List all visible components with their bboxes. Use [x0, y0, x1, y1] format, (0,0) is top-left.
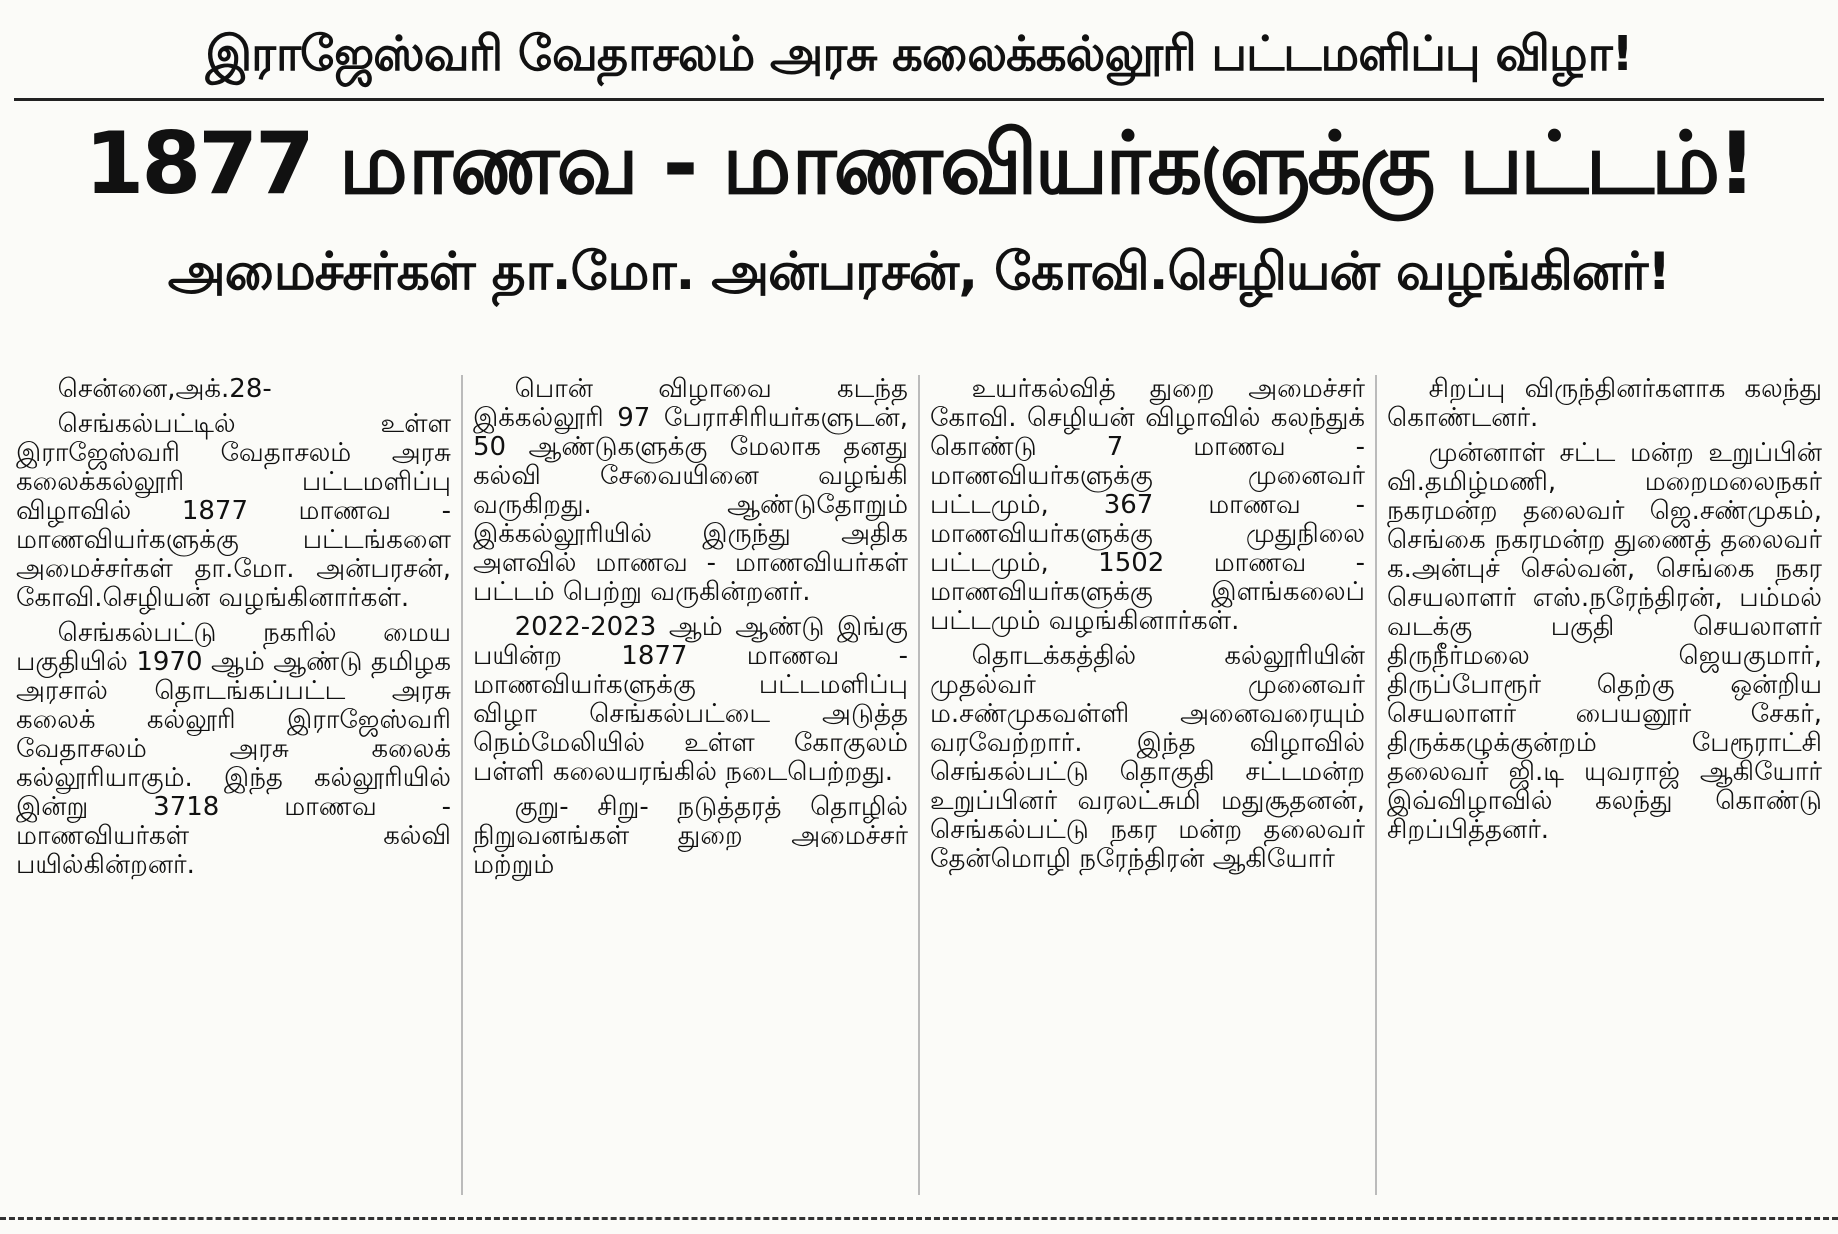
paragraph: பொன் விழாவை கடந்த இக்கல்லூரி 97 பேராசிரியர்களுடன், 50 ஆண்டுகளுக்கு மேலாக தனது கல்வி சேவையினை வழங்கி வருகிறது. ஆண்டுதோறும் இக்கல்லூரியில் இருந்து அதிக அளவில் மாணவ - மாணவியர்கள் பட்டம் பெற்று வருகின்றனர். [473, 375, 908, 607]
paragraph: தொடக்கத்தில் கல்லூரியின் முதல்வர் முனைவர் ம.சண்முகவள்ளி அனைவரையும் வரவேற்றார். இந்த விழாவில் செங்கல்பட்டு தொகுதி சட்டமன்ற உறுப்பினர் வரலட்சுமி மதுசூதனன், செங்கல்பட்டு நகர மன்ற தலைவர் தேன்மொழி நரேந்திரன் ஆகியோர் [930, 641, 1365, 874]
sub-headline: அமைச்சர்கள் தா.மோ. அன்பரசன், கோவி.செழியன் வழங்கினர்! [167, 242, 1671, 302]
paragraph: 2022-2023 ஆம் ஆண்டு இங்கு பயின்ற 1877 மாணவ - மாணவியர்களுக்கு பட்டமளிப்பு விழா செங்கல்பட்டை அடுத்த நெம்மேலியில் உள்ள கோகுலம் பள்ளி கலையரங்கில் நடைபெற்றது. [473, 612, 908, 787]
paragraph: குறு- சிறு- நடுத்தரத் தொழில் நிறுவனங்கள் துறை அமைச்சர் மற்றும் [473, 792, 908, 880]
main-headline: 1877 மாணவ - மாணவியர்களுக்கு பட்டம்! [84, 114, 1754, 214]
dateline: சென்னை,அக்.28- [57, 375, 272, 404]
kicker-headline: இராஜேஸ்வரி வேதாசலம் அரசு கலைக்கல்லூரி பட்டமளிப்பு விழா! [205, 26, 1633, 82]
paragraph: சிறப்பு விருந்தினர்களாக கலந்து கொண்டனர். [1387, 375, 1822, 433]
column-4 [1375, 375, 1832, 1195]
column-1 [6, 375, 461, 1195]
paragraph: முன்னாள் சட்ட மன்ற உறுப்பின் வி.தமிழ்மணி, மறைமலைநகர் நகரமன்ற தலைவர் ஜெ.சண்முகம், செங்கை நகரமன்ற துணைத் தலைவர் க.அன்புச் செல்வன், செங்கை நகர செயலாளர் எஸ்.நரேந்திரன், பம்மல் வடக்கு பகுதி செயலாளர் திருநீர்மலை ஜெயகுமார், திருப்போரூர் தெற்கு ஒன்றிய செயலாளர் பையனூர் சேகர், திருக்கழுக்குன்றம் பேரூராட்சி தலைவர் ஜி.டி யுவராஜ் ஆகியோர் இவ்விழாவில் கலந்து கொண்டு சிறப்பித்தனர். [1387, 438, 1822, 845]
column-3 [918, 375, 1375, 1195]
column-2 [461, 375, 918, 1195]
article-body [0, 375, 1838, 1195]
paragraph: செங்கல்பட்டில் உள்ள இராஜேஸ்வரி வேதாசலம் அரசு கலைக்கல்லூரி பட்டமளிப்பு விழாவில் 1877 மாணவ - மாணவியர்களுக்கு பட்டங்களை அமைச்சர்கள் தா.மோ. அன்பரசன், கோவி.செழியன் வழங்கினார்கள். [16, 409, 451, 613]
paragraph: செங்கல்பட்டு நகரில் மைய பகுதியில் 1970 ஆம் ஆண்டு தமிழக அரசால் தொடங்கப்பட்ட அரசு கலைக் கல்லூரி இராஜேஸ்வரி வேதாசலம் அரசு கலைக் கல்லூரியாகும். இந்த கல்லூரியில் இன்று 3718 மாணவ - மாணவியர்கள் கல்வி பயில்கின்றனர். [16, 618, 451, 880]
paragraph: உயர்கல்வித் துறை அமைச்சர் கோவி. செழியன் விழாவில் கலந்துக் கொண்டு 7 மாணவ - மாணவியர்களுக்கு முனைவர் பட்டமும், 367 மாணவ - மாணவியர்களுக்கு முதுநிலை பட்டமும், 1502 மாணவ - மாணவியர்களுக்கு இளங்கலைப் பட்டமும் வழங்கினார்கள். [930, 375, 1365, 636]
cut-line-divider [0, 1217, 1838, 1220]
